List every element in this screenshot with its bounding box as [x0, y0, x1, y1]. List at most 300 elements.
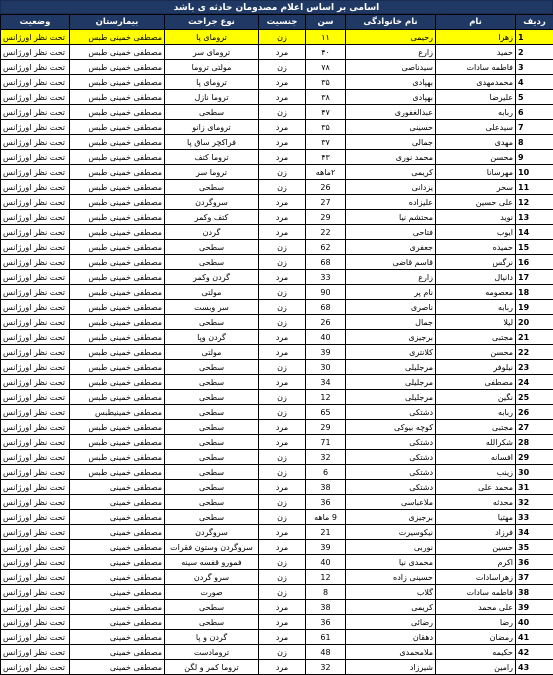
cell-first-name[interactable]: مهتیا: [436, 510, 516, 525]
cell-status[interactable]: تحت نظر اورژانس: [1, 450, 70, 465]
cell-age[interactable]: ۴۷: [306, 105, 346, 120]
cell-last-name[interactable]: کریمی: [346, 600, 436, 615]
cell-status[interactable]: تحت نظر اورژانس: [1, 270, 70, 285]
cell-hospital[interactable]: مصطفی خمینی طبس: [70, 300, 165, 315]
cell-last-name[interactable]: برجیزی: [346, 510, 436, 525]
cell-first-name[interactable]: اکرم: [436, 555, 516, 570]
cell-age[interactable]: 12: [306, 570, 346, 585]
cell-injury-type[interactable]: تروما سر: [165, 165, 259, 180]
cell-injury-type[interactable]: سرو گردن: [165, 570, 259, 585]
cell-status[interactable]: تحت نظر اورژانس: [1, 165, 70, 180]
cell-age[interactable]: 26: [306, 180, 346, 195]
cell-first-name[interactable]: محسن: [436, 345, 516, 360]
cell-injury-type[interactable]: ترومای پا: [165, 75, 259, 90]
cell-status[interactable]: تحت نظر اورژانس: [1, 90, 70, 105]
cell-hospital[interactable]: مصطفی خمینی طبس: [70, 270, 165, 285]
column-header-gender[interactable]: جنسیت: [259, 15, 306, 30]
cell-gender[interactable]: مرد: [259, 150, 306, 165]
cell-injury-type[interactable]: سطحی: [165, 405, 259, 420]
cell-first-name[interactable]: سیدعلی: [436, 120, 516, 135]
cell-age[interactable]: 21: [306, 525, 346, 540]
cell-last-name[interactable]: محمدی نیا: [346, 555, 436, 570]
cell-last-name[interactable]: گلاب: [346, 585, 436, 600]
cell-row-number[interactable]: 33: [516, 510, 553, 525]
column-header-first-name[interactable]: نام: [436, 15, 516, 30]
cell-gender[interactable]: مرد: [259, 435, 306, 450]
cell-row-number[interactable]: 28: [516, 435, 553, 450]
cell-last-name[interactable]: رحیمی: [346, 30, 436, 45]
cell-last-name[interactable]: محمد نوری: [346, 150, 436, 165]
cell-status[interactable]: تحت نظر اورژانس: [1, 390, 70, 405]
cell-row-number[interactable]: 38: [516, 585, 553, 600]
cell-age[interactable]: ۴۰: [306, 45, 346, 60]
cell-row-number[interactable]: 23: [516, 360, 553, 375]
cell-last-name[interactable]: زارع: [346, 45, 436, 60]
cell-gender[interactable]: زن: [259, 510, 306, 525]
cell-status[interactable]: تحت نظر اورژانس: [1, 345, 70, 360]
cell-injury-type[interactable]: تروما نازل: [165, 90, 259, 105]
cell-status[interactable]: تحت نظر اورژانس: [1, 585, 70, 600]
cell-hospital[interactable]: مصطفی خمینی طبس: [70, 150, 165, 165]
cell-injury-type[interactable]: تروما کمر و لگن: [165, 660, 259, 675]
cell-last-name[interactable]: نوربی: [346, 540, 436, 555]
cell-status[interactable]: تحت نظر اورژانس: [1, 135, 70, 150]
cell-status[interactable]: تحت نظر اورژانس: [1, 75, 70, 90]
cell-last-name[interactable]: حسینی: [346, 120, 436, 135]
cell-hospital[interactable]: مصطفی خمینی طبس: [70, 345, 165, 360]
cell-gender[interactable]: مرد: [259, 195, 306, 210]
cell-first-name[interactable]: رضا: [436, 615, 516, 630]
cell-age[interactable]: 68: [306, 255, 346, 270]
cell-status[interactable]: تحت نظر اورژانس: [1, 240, 70, 255]
cell-status[interactable]: تحت نظر اورژانس: [1, 300, 70, 315]
cell-age[interactable]: 22: [306, 225, 346, 240]
cell-last-name[interactable]: فتاحی: [346, 225, 436, 240]
cell-hospital[interactable]: مصطفی خمینی طبس: [70, 60, 165, 75]
cell-gender[interactable]: مرد: [259, 525, 306, 540]
cell-status[interactable]: تحت نظر اورژانس: [1, 30, 70, 45]
cell-gender[interactable]: زن: [259, 390, 306, 405]
cell-row-number[interactable]: 35: [516, 540, 553, 555]
cell-age[interactable]: 38: [306, 480, 346, 495]
cell-first-name[interactable]: نیلوفر: [436, 360, 516, 375]
cell-first-name[interactable]: حکیمه: [436, 645, 516, 660]
cell-age[interactable]: 29: [306, 210, 346, 225]
cell-age[interactable]: 12: [306, 390, 346, 405]
cell-hospital[interactable]: مصطفی خمینی: [70, 510, 165, 525]
cell-gender[interactable]: مرد: [259, 330, 306, 345]
cell-row-number[interactable]: 26: [516, 405, 553, 420]
cell-injury-type[interactable]: سطحی: [165, 240, 259, 255]
cell-row-number[interactable]: 36: [516, 555, 553, 570]
cell-first-name[interactable]: رمضان: [436, 630, 516, 645]
cell-injury-type[interactable]: مولتی: [165, 285, 259, 300]
cell-row-number[interactable]: 32: [516, 495, 553, 510]
cell-hospital[interactable]: مصطفی خمینی طبس: [70, 120, 165, 135]
cell-gender[interactable]: مرد: [259, 270, 306, 285]
cell-last-name[interactable]: ملاعباسی: [346, 495, 436, 510]
cell-row-number[interactable]: 18: [516, 285, 553, 300]
cell-gender[interactable]: زن: [259, 180, 306, 195]
cell-first-name[interactable]: دانیال: [436, 270, 516, 285]
cell-hospital[interactable]: مصطفی خمینی طبس: [70, 195, 165, 210]
cell-last-name[interactable]: عبدالغفوری: [346, 105, 436, 120]
cell-last-name[interactable]: دشتکی: [346, 450, 436, 465]
cell-last-name[interactable]: دشتکی: [346, 480, 436, 495]
cell-age[interactable]: 33: [306, 270, 346, 285]
cell-status[interactable]: تحت نظر اورژانس: [1, 405, 70, 420]
cell-hospital[interactable]: مصطفی خمینی طبس: [70, 285, 165, 300]
cell-status[interactable]: تحت نظر اورژانس: [1, 510, 70, 525]
cell-first-name[interactable]: محدثه: [436, 495, 516, 510]
cell-first-name[interactable]: علی محمد: [436, 600, 516, 615]
cell-hospital[interactable]: مصطفی خمینی طبس: [70, 360, 165, 375]
cell-last-name[interactable]: جعفری: [346, 240, 436, 255]
cell-gender[interactable]: مرد: [259, 90, 306, 105]
cell-injury-type[interactable]: سطحی: [165, 615, 259, 630]
cell-injury-type[interactable]: صورت: [165, 585, 259, 600]
column-header-age[interactable]: سن: [306, 15, 346, 30]
cell-gender[interactable]: مرد: [259, 375, 306, 390]
cell-age[interactable]: ۳۸: [306, 90, 346, 105]
cell-hospital[interactable]: مصطفی خمینی: [70, 495, 165, 510]
cell-first-name[interactable]: نگین: [436, 390, 516, 405]
cell-first-name[interactable]: محمدمهدی: [436, 75, 516, 90]
cell-status[interactable]: تحت نظر اورژانس: [1, 315, 70, 330]
cell-injury-type[interactable]: مولتی تروما: [165, 60, 259, 75]
cell-injury-type[interactable]: مولتی: [165, 345, 259, 360]
cell-age[interactable]: ۷۸: [306, 60, 346, 75]
cell-injury-type[interactable]: سطحی: [165, 420, 259, 435]
cell-status[interactable]: تحت نظر اورژانس: [1, 330, 70, 345]
cell-gender[interactable]: زن: [259, 255, 306, 270]
cell-status[interactable]: تحت نظر اورژانس: [1, 435, 70, 450]
cell-row-number[interactable]: 14: [516, 225, 553, 240]
cell-row-number[interactable]: 12: [516, 195, 553, 210]
cell-last-name[interactable]: مرجلیلی: [346, 390, 436, 405]
cell-first-name[interactable]: ربابه: [436, 405, 516, 420]
cell-last-name[interactable]: مرجلیلی: [346, 375, 436, 390]
cell-gender[interactable]: مرد: [259, 615, 306, 630]
column-header-injury-type[interactable]: نوع جراحت: [165, 15, 259, 30]
cell-first-name[interactable]: مهدی: [436, 135, 516, 150]
cell-row-number[interactable]: 24: [516, 375, 553, 390]
cell-first-name[interactable]: زینب: [436, 465, 516, 480]
cell-injury-type[interactable]: گردن: [165, 225, 259, 240]
cell-row-number[interactable]: 25: [516, 390, 553, 405]
cell-age[interactable]: 40: [306, 330, 346, 345]
cell-age[interactable]: 36: [306, 495, 346, 510]
cell-age[interactable]: 34: [306, 375, 346, 390]
cell-hospital[interactable]: مصطفی خمینی طبس: [70, 390, 165, 405]
cell-injury-type[interactable]: سطحی: [165, 180, 259, 195]
cell-hospital[interactable]: مصطفی خمینی طبس: [70, 75, 165, 90]
cell-status[interactable]: تحت نظر اورژانس: [1, 285, 70, 300]
cell-age[interactable]: 26: [306, 315, 346, 330]
cell-hospital[interactable]: مصطفی خمینی: [70, 615, 165, 630]
cell-status[interactable]: تحت نظر اورژانس: [1, 180, 70, 195]
cell-hospital[interactable]: مصطفی خمینی طبس: [70, 315, 165, 330]
cell-row-number[interactable]: 3: [516, 60, 553, 75]
cell-hospital[interactable]: مصطفی خمینی طبس: [70, 375, 165, 390]
cell-hospital[interactable]: مصطفی خمینی: [70, 600, 165, 615]
cell-hospital[interactable]: مصطفی خمینی: [70, 570, 165, 585]
cell-row-number[interactable]: 2: [516, 45, 553, 60]
cell-age[interactable]: 48: [306, 645, 346, 660]
cell-injury-type[interactable]: گردن وکمر: [165, 270, 259, 285]
cell-last-name[interactable]: نیکوسیرت: [346, 525, 436, 540]
cell-row-number[interactable]: 34: [516, 525, 553, 540]
cell-injury-type[interactable]: ترومادست: [165, 645, 259, 660]
cell-last-name[interactable]: دشتکی: [346, 405, 436, 420]
cell-gender[interactable]: مرد: [259, 630, 306, 645]
cell-status[interactable]: تحت نظر اورژانس: [1, 600, 70, 615]
cell-age[interactable]: 32: [306, 450, 346, 465]
cell-gender[interactable]: زن: [259, 405, 306, 420]
cell-injury-type[interactable]: سطحی: [165, 450, 259, 465]
cell-injury-type[interactable]: سطحی: [165, 465, 259, 480]
cell-age[interactable]: 61: [306, 630, 346, 645]
cell-hospital[interactable]: مصطفی خمینی طبس: [70, 30, 165, 45]
cell-age[interactable]: 65: [306, 405, 346, 420]
cell-last-name[interactable]: ناصری: [346, 300, 436, 315]
cell-first-name[interactable]: رامین: [436, 660, 516, 675]
cell-injury-type[interactable]: سطحی: [165, 510, 259, 525]
cell-injury-type[interactable]: کتف وکمر: [165, 210, 259, 225]
cell-status[interactable]: تحت نظر اورژانس: [1, 225, 70, 240]
cell-gender[interactable]: زن: [259, 240, 306, 255]
cell-status[interactable]: تحت نظر اورژانس: [1, 105, 70, 120]
cell-injury-type[interactable]: سطحی: [165, 315, 259, 330]
cell-last-name[interactable]: یزدانی: [346, 180, 436, 195]
cell-first-name[interactable]: نرگس: [436, 255, 516, 270]
cell-gender[interactable]: زن: [259, 570, 306, 585]
cell-hospital[interactable]: مصطفی خمینی طبس: [70, 210, 165, 225]
cell-first-name[interactable]: فاطمه سادات: [436, 585, 516, 600]
cell-age[interactable]: 62: [306, 240, 346, 255]
cell-gender[interactable]: زن: [259, 465, 306, 480]
cell-first-name[interactable]: لیلا: [436, 315, 516, 330]
cell-first-name[interactable]: ربابه: [436, 105, 516, 120]
cell-row-number[interactable]: 42: [516, 645, 553, 660]
cell-first-name[interactable]: افسانه: [436, 450, 516, 465]
cell-first-name[interactable]: مصطفی: [436, 375, 516, 390]
cell-row-number[interactable]: 17: [516, 270, 553, 285]
cell-age[interactable]: 27: [306, 195, 346, 210]
cell-gender[interactable]: مرد: [259, 225, 306, 240]
cell-hospital[interactable]: مصطفی خمینی: [70, 555, 165, 570]
cell-age[interactable]: 39: [306, 540, 346, 555]
cell-row-number[interactable]: 20: [516, 315, 553, 330]
cell-first-name[interactable]: ایوب: [436, 225, 516, 240]
cell-row-number[interactable]: 8: [516, 135, 553, 150]
cell-last-name[interactable]: مرجلیلی: [346, 360, 436, 375]
cell-age[interactable]: 68: [306, 300, 346, 315]
cell-row-number[interactable]: 43: [516, 660, 553, 675]
cell-injury-type[interactable]: سطحی: [165, 375, 259, 390]
cell-age[interactable]: ۳۷: [306, 135, 346, 150]
cell-status[interactable]: تحت نظر اورژانس: [1, 120, 70, 135]
cell-age[interactable]: ۳۵: [306, 120, 346, 135]
cell-row-number[interactable]: 16: [516, 255, 553, 270]
cell-status[interactable]: تحت نظر اورژانس: [1, 465, 70, 480]
cell-status[interactable]: تحت نظر اورژانس: [1, 360, 70, 375]
cell-first-name[interactable]: معصومه: [436, 285, 516, 300]
cell-last-name[interactable]: شیرزاد: [346, 660, 436, 675]
cell-row-number[interactable]: 21: [516, 330, 553, 345]
cell-last-name[interactable]: رضائی: [346, 615, 436, 630]
cell-hospital[interactable]: مصطفی خمینی: [70, 585, 165, 600]
cell-gender[interactable]: زن: [259, 555, 306, 570]
cell-age[interactable]: 32: [306, 660, 346, 675]
cell-last-name[interactable]: حسینی زاده: [346, 570, 436, 585]
cell-first-name[interactable]: فاطمه سادات: [436, 60, 516, 75]
cell-status[interactable]: تحت نظر اورژانس: [1, 255, 70, 270]
cell-status[interactable]: تحت نظر اورژانس: [1, 615, 70, 630]
cell-injury-type[interactable]: فمورو قفسه سینه: [165, 555, 259, 570]
cell-first-name[interactable]: محمد علی: [436, 480, 516, 495]
cell-first-name[interactable]: حسین: [436, 540, 516, 555]
cell-gender[interactable]: مرد: [259, 420, 306, 435]
cell-last-name[interactable]: نام پر: [346, 285, 436, 300]
cell-last-name[interactable]: دهقان: [346, 630, 436, 645]
cell-status[interactable]: تحت نظر اورژانس: [1, 480, 70, 495]
cell-first-name[interactable]: شکرالله: [436, 435, 516, 450]
cell-first-name[interactable]: مجتبی: [436, 420, 516, 435]
cell-gender[interactable]: زن: [259, 360, 306, 375]
cell-age[interactable]: 29: [306, 420, 346, 435]
cell-status[interactable]: تحت نظر اورژانس: [1, 645, 70, 660]
cell-injury-type[interactable]: گردن وپا: [165, 330, 259, 345]
cell-injury-type[interactable]: ترومای زانو: [165, 120, 259, 135]
cell-row-number[interactable]: 41: [516, 630, 553, 645]
cell-status[interactable]: تحت نظر اورژانس: [1, 195, 70, 210]
cell-row-number[interactable]: 40: [516, 615, 553, 630]
cell-injury-type[interactable]: سطحی: [165, 360, 259, 375]
cell-last-name[interactable]: بهپادی: [346, 75, 436, 90]
cell-age[interactable]: 90: [306, 285, 346, 300]
cell-injury-type[interactable]: سطحی: [165, 105, 259, 120]
cell-hospital[interactable]: مصطفی خمینیطبس: [70, 405, 165, 420]
cell-row-number[interactable]: 30: [516, 465, 553, 480]
cell-age[interactable]: 39: [306, 345, 346, 360]
cell-last-name[interactable]: زارع: [346, 270, 436, 285]
cell-gender[interactable]: زن: [259, 165, 306, 180]
cell-last-name[interactable]: کوچه بیوکی: [346, 420, 436, 435]
cell-status[interactable]: تحت نظر اورژانس: [1, 45, 70, 60]
cell-last-name[interactable]: برجیزی: [346, 330, 436, 345]
cell-hospital[interactable]: مصطفی خمینی طبس: [70, 330, 165, 345]
cell-gender[interactable]: زن: [259, 285, 306, 300]
column-header-row-number[interactable]: ردیف: [516, 15, 553, 30]
column-header-last-name[interactable]: نام خانوادگی: [346, 15, 436, 30]
cell-row-number[interactable]: 9: [516, 150, 553, 165]
cell-gender[interactable]: زن: [259, 645, 306, 660]
cell-row-number[interactable]: 4: [516, 75, 553, 90]
cell-first-name[interactable]: مهرسانا: [436, 165, 516, 180]
cell-row-number[interactable]: 7: [516, 120, 553, 135]
cell-hospital[interactable]: مصطفی خمینی طبس: [70, 45, 165, 60]
cell-age[interactable]: ۴۳: [306, 150, 346, 165]
cell-last-name[interactable]: دشتکی: [346, 435, 436, 450]
cell-hospital[interactable]: مصطفی خمینی طبس: [70, 465, 165, 480]
cell-hospital[interactable]: مصطفی خمینی: [70, 660, 165, 675]
cell-hospital[interactable]: مصطفی خمینی طبس: [70, 165, 165, 180]
cell-row-number[interactable]: 5: [516, 90, 553, 105]
cell-first-name[interactable]: زهرا: [436, 30, 516, 45]
cell-status[interactable]: تحت نظر اورژانس: [1, 495, 70, 510]
cell-gender[interactable]: زن: [259, 105, 306, 120]
cell-status[interactable]: تحت نظر اورژانس: [1, 630, 70, 645]
cell-injury-type[interactable]: سر وبست: [165, 300, 259, 315]
cell-age[interactable]: 40: [306, 555, 346, 570]
cell-row-number[interactable]: 37: [516, 570, 553, 585]
cell-row-number[interactable]: 29: [516, 450, 553, 465]
column-header-hospital[interactable]: بیمارستان: [70, 15, 165, 30]
cell-hospital[interactable]: مصطفی خمینی: [70, 480, 165, 495]
cell-hospital[interactable]: مصطفی خمینی: [70, 540, 165, 555]
cell-first-name[interactable]: زهراسادات: [436, 570, 516, 585]
cell-row-number[interactable]: 22: [516, 345, 553, 360]
cell-hospital[interactable]: مصطفی خمینی طبس: [70, 255, 165, 270]
cell-last-name[interactable]: علیزاده: [346, 195, 436, 210]
cell-gender[interactable]: زن: [259, 585, 306, 600]
cell-first-name[interactable]: فرزاد: [436, 525, 516, 540]
cell-first-name[interactable]: مجتبی: [436, 330, 516, 345]
cell-injury-type[interactable]: سطحی: [165, 600, 259, 615]
cell-last-name[interactable]: سیدناصی: [346, 60, 436, 75]
cell-gender[interactable]: مرد: [259, 540, 306, 555]
cell-age[interactable]: 30: [306, 360, 346, 375]
cell-age[interactable]: 38: [306, 600, 346, 615]
cell-first-name[interactable]: علیرضا: [436, 90, 516, 105]
cell-gender[interactable]: مرد: [259, 120, 306, 135]
cell-status[interactable]: تحت نظر اورژانس: [1, 420, 70, 435]
cell-row-number[interactable]: 1: [516, 30, 553, 45]
cell-hospital[interactable]: مصطفی خمینی طبس: [70, 240, 165, 255]
cell-first-name[interactable]: حمید: [436, 45, 516, 60]
cell-last-name[interactable]: بهپادی: [346, 90, 436, 105]
cell-injury-type[interactable]: سروگردن: [165, 195, 259, 210]
cell-hospital[interactable]: مصطفی خمینی طبس: [70, 225, 165, 240]
cell-gender[interactable]: مرد: [259, 45, 306, 60]
cell-row-number[interactable]: 39: [516, 600, 553, 615]
cell-hospital[interactable]: مصطفی خمینی طبس: [70, 420, 165, 435]
cell-gender[interactable]: مرد: [259, 480, 306, 495]
cell-gender[interactable]: زن: [259, 30, 306, 45]
cell-last-name[interactable]: جمال: [346, 315, 436, 330]
cell-injury-type[interactable]: سطحی: [165, 435, 259, 450]
cell-row-number[interactable]: 13: [516, 210, 553, 225]
cell-status[interactable]: تحت نظر اورژانس: [1, 555, 70, 570]
cell-last-name[interactable]: دشتکی: [346, 465, 436, 480]
cell-age[interactable]: 6: [306, 465, 346, 480]
cell-hospital[interactable]: مصطفی خمینی: [70, 630, 165, 645]
cell-first-name[interactable]: نوید: [436, 210, 516, 225]
cell-injury-type[interactable]: سطحی: [165, 255, 259, 270]
cell-gender[interactable]: مرد: [259, 75, 306, 90]
cell-last-name[interactable]: قاسم قاضی: [346, 255, 436, 270]
cell-first-name[interactable]: سحر: [436, 180, 516, 195]
cell-gender[interactable]: مرد: [259, 210, 306, 225]
cell-injury-type[interactable]: تروما کتف: [165, 150, 259, 165]
cell-age[interactable]: ۱۱: [306, 30, 346, 45]
cell-row-number[interactable]: 15: [516, 240, 553, 255]
cell-gender[interactable]: زن: [259, 300, 306, 315]
cell-gender[interactable]: زن: [259, 450, 306, 465]
cell-gender[interactable]: مرد: [259, 135, 306, 150]
cell-hospital[interactable]: مصطفی خمینی طبس: [70, 90, 165, 105]
